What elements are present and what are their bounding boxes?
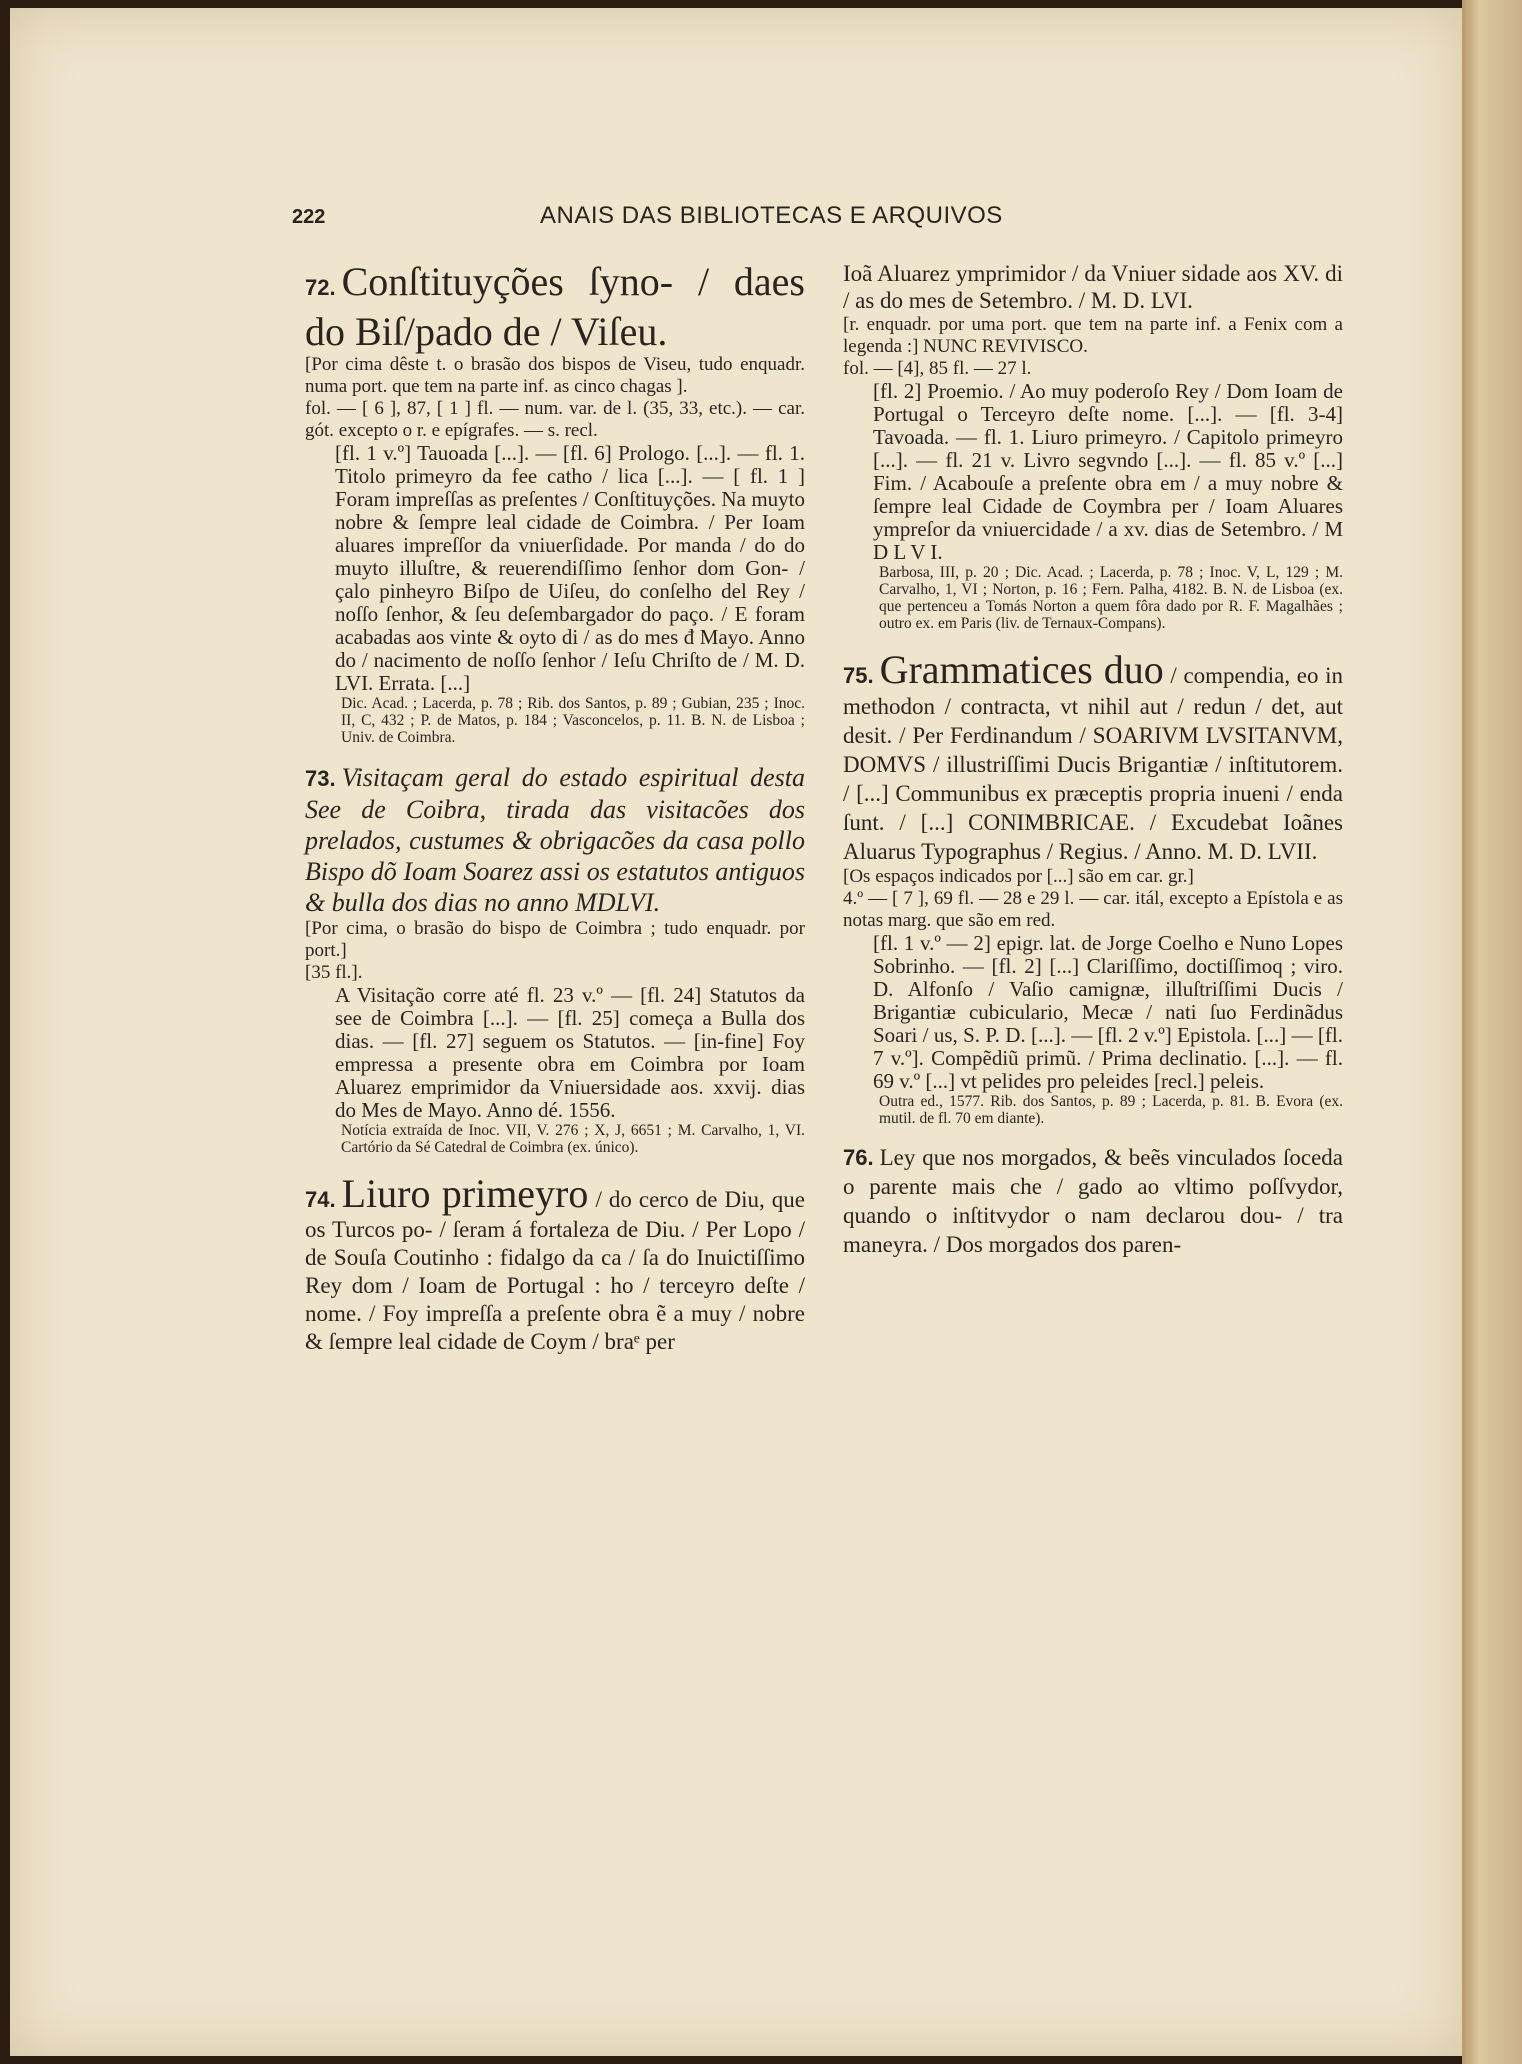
entry-references: Outra ed., 1577. Rib. dos Santos, p. 89 ; Lacerda, p. 81. B. Evora (ex. mutil. de fl. 70 em diante).: [879, 1093, 1343, 1127]
entry-collation: fol. — [ 6 ], 87, [ 1 ] fl. — num. var. de l. (35, 33, etc.). — car. gót. excepto o r. e epígrafes. — s. recl.: [305, 398, 805, 441]
entry-references: Barbosa, III, p. 20 ; Dic. Acad. ; Lacerda, p. 78 ; Inoc. V, L, 129 ; M. Carvalho, 1, VI ; Norton, p. 16 ; Fern. Palha, 4182. B. N. de Lisboa (ex. que pertenceu a Tomás Norton a quem fôra dado por R. F. Magalhães ; outro ex. em Paris (liv. de Ternaux-Compans).: [879, 564, 1343, 632]
page-number: 222: [292, 206, 326, 228]
entry-title-rest: / compendia, eo in methodon / contracta, vt nihil aut / redun / det, aut desit. / Per Ferdinandum / SOARIVM LVSITANVM, DOMVS / illustriſſimi Ducis Brigantiæ / inſtitutorem. / [...] Communibus ex præceptis propria inueni / enda ſunt. / [...] CONIMBRICAE. / Excudebat Ioãnes Aluarus Typographus / Regius. / Anno. M. D. LVII.: [843, 663, 1344, 864]
entry-72: [305, 260, 805, 746]
entry-title: [305, 762, 805, 918]
entry-note: [Os espaços indicados por [...] são em car. gr.]: [843, 866, 1194, 887]
entry-title-text: Conſtituyções ſyno- / daes do Biſ/pado de / Viſeu.: [305, 259, 805, 354]
entry-title: [305, 260, 805, 354]
entry-title-text: Liuro primeyro: [341, 1171, 589, 1216]
entry-73: [305, 762, 805, 1156]
page: [10, 8, 1462, 2056]
entry-collation: 4.º — [ 7 ], 69 fl. — 28 e 29 l. — car. itál, excepto a Epístola e as notas marg. que são em red.: [843, 888, 1343, 931]
entry-collation: [35 fl.].: [305, 962, 363, 983]
entry-number: 75.: [843, 663, 874, 688]
entry-contents: [fl. 1 v.º — 2] epigr. lat. de Jorge Coelho e Nuno Lopes Sobrinho. — [fl. 2] [...] Clariſſimo, doctiſſimoq ; viro. D. Alfonſo / Vaſio camignæ, illuſtriſſimi Ducis / Brigantiæ cubiculario, Mecæ / nati ſuo Ferdinãdus Soari / us, S. P. D. [...]. — [fl. 2 v.º] Epistola. [...] — [fl. 7 v.º]. Compẽdiũ primũ. / Prima declinatio. [...]. — fl. 69 v.º [...] vt pelides pro peleides [recl.] peleis.: [873, 931, 1343, 1093]
entry-number: 76.: [843, 1145, 874, 1170]
right-column: [843, 260, 1343, 1275]
entry-title-text: Visitaçam geral do estado espiritual desta See de Coibra, tirada das visitacões dos prelados, custumes & obrigacões da casa pollo Bispo dõ Ioam Soarez assi os estatutos antiguos & bulla dos dias no anno MDLVI.: [305, 763, 805, 917]
entry-note: [r. enquadr. por uma port. que tem na parte inf. a Fenix com a legenda :] NUNC REVIVISCO.: [843, 314, 1343, 357]
entry-collation: fol. — [4], 85 fl. — 27 l.: [843, 358, 1032, 379]
left-column: [305, 260, 805, 1372]
entry-75: [843, 648, 1343, 1127]
entry-title-text: Grammatices duo: [879, 647, 1164, 692]
entry-title: [843, 1143, 1343, 1259]
entry-note: [Por cima dêste t. o brasão dos bispos de Viseu, tudo enquadr. numa port. que tem na parte inf. as cinco chagas ].: [305, 354, 805, 397]
entry-title: [305, 1172, 805, 1356]
entry-74-continued: [843, 260, 1343, 632]
entry-references: Dic. Acad. ; Lacerda, p. 78 ; Rib. dos Santos, p. 89 ; Gubian, 235 ; Inoc. II, C, 432 ; P. de Matos, p. 184 ; Vasconcelos, p. 11. B. N. de Lisboa ; Univ. de Coimbra.: [341, 695, 805, 746]
entry-number: 74.: [305, 1187, 336, 1212]
entry-76: [843, 1143, 1343, 1259]
entry-title: [843, 648, 1343, 866]
entry-contents: A Visitação corre até fl. 23 v.º — [fl. 24] Statutos da see de Coimbra [...]. — [fl. 25] começa a Bulla dos dias. — [fl. 27] seguem os Statutos. — [in-fine] Foy empressa a presente obra em Coimbra por Ioam Aluarez emprimidor da Vniuersidade aos. xxvij. dias do Mes de Mayo. Anno dé. 1556.: [335, 983, 805, 1122]
entry-references: Notícia extraída de Inoc. VII, V. 276 ; X, J, 6651 ; M. Carvalho, 1, VI. Cartório da Sé Catedral de Coimbra (ex. único).: [341, 1122, 805, 1156]
entry-title-rest: / do cerco de Diu, que os Turcos po- / ſeram á fortaleza de Diu. / Per Lopo / de Souſa Coutinho : fidalgo da ca / ſa do Inuictiſſimo Rey dom / Ioam de Portugal : ho / terceyro deſte / nome. / Foy impreſſa a preſente obra ẽ a muy / nobre & ſempre leal cidade de Coym / braᵉ per: [305, 1187, 806, 1354]
entry-title-text: Ley que nos morgados, & beẽs vinculados ſoceda o parente mais che / gado ao vltimo poſſvydor, quando o inſtitvydor o nam declarou dou- / tra maneyra. / Dos morgados dos paren-: [843, 1145, 1343, 1257]
page-header: [10, 196, 1462, 236]
entry-continuation: Ioã Aluarez ymprimidor / da Vniuer sidade aos XV. di / as do mes de Setembro. / M. D. LVI.: [843, 261, 1343, 313]
entry-contents: [fl. 2] Proemio. / Ao muy poderoſo Rey / Dom Ioam de Portugal o Terceyro deſte nome. [...]. — [fl. 3-4] Tavoada. — fl. 1. Liuro primeyro. / Capitolo primeyro [...]. — fl. 21 v. Livro segvndo [...]. — fl. 85 v.º [...] Fim. / Acabouſe a preſente obra em / a muy nobre & ſempre leal Cidade de Coymbra per / Ioam Aluares ympreſor da vniuercidade / a xv. dias de Setembro. / M D L V I.: [873, 379, 1343, 564]
entry-number: 73.: [305, 766, 336, 791]
entry-74: [305, 1172, 805, 1356]
running-head: ANAIS DAS BIBLIOTECAS E ARQUIVOS: [540, 202, 1003, 229]
adjacent-page-edge: [1462, 0, 1522, 2064]
entry-number: 72.: [305, 275, 336, 300]
entry-contents: [fl. 1 v.º] Tauoada [...]. — [fl. 6] Prologo. [...]. — fl. 1. Titolo primeyro da fee catho / lica [...]. — [ fl. 1 ] Foram impreſſas as preſentes / Conſtituyções. Na muyto nobre & ſempre leal cidade de Coimbra. / Per Ioam aluares impreſſor da vniuerſidade. Por manda / do do muyto illuſtre, & reuerendiſſimo ſenhor dom Gon- / çalo pinheyro Biſpo de Uiſeu, do conſelho del Rey / noſſo ſenhor, & ſeu deſembargador do paço. / E foram acabadas aos vinte & oyto di / as do mes đ Mayo. Anno do / nacimento de noſſo ſenhor / Ieſu Chriſto de / M. D. LVI. Errata. [...]: [335, 441, 805, 695]
entry-note: [Por cima, o brasão do bispo de Coimbra ; tudo enquadr. por port.]: [305, 918, 805, 961]
